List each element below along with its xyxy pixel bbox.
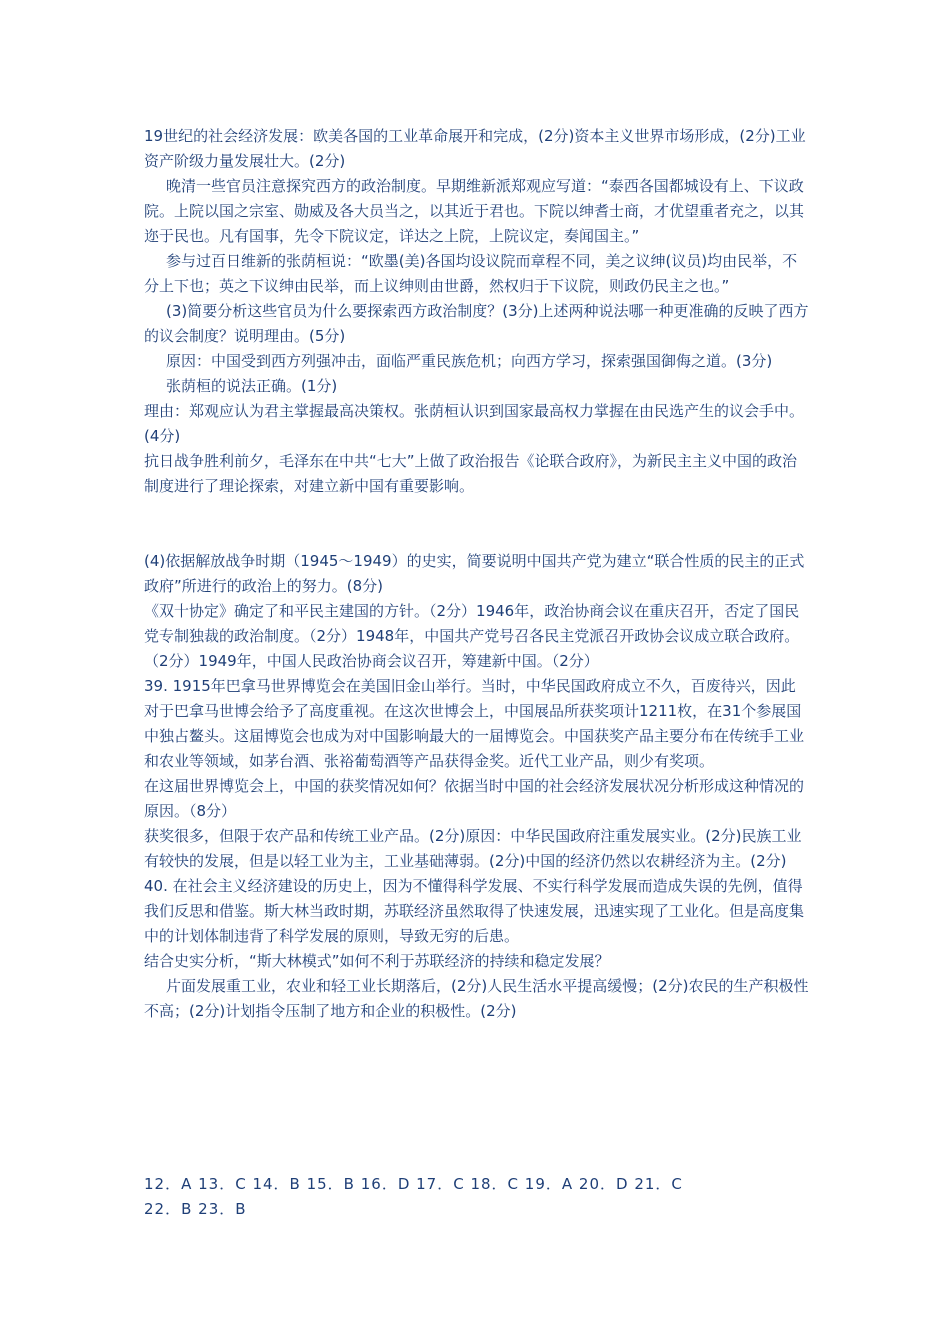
document-body — [144, 124, 809, 1024]
section-part-b — [144, 549, 809, 1024]
paragraph: 张荫桓的说法正确。(1分) — [166, 377, 338, 395]
paragraph: 在这届世界博览会上，中国的获奖情况如何？依据当时中国的社会经济发展状况分析形成这种情况的原因。（8分） — [144, 777, 805, 820]
paragraph: 参与过百日维新的张荫桓说：“欧墨(美)各国均设议院而章程不同，美之议绅(议员)均由民举，不分上下也；英之下议绅由民举，而上议绅则由世爵，然权归于下议院，则政仍民主之也。” — [144, 252, 798, 295]
section-part-a — [144, 124, 809, 499]
paragraph: 片面发展重工业，农业和轻工业长期落后，(2分)人民生活水平提高缓慢；(2分)农民的生产积极性不高；(2分)计划指令压制了地方和企业的积极性。(2分) — [144, 977, 809, 1020]
paragraph: 抗日战争胜利前夕，毛泽东在中共“七大”上做了政治报告《论联合政府》，为新民主主义中国的政治制度进行了理论探索，对建立新中国有重要影响。 — [144, 452, 798, 495]
answer-key — [144, 1172, 809, 1222]
paragraph: 获奖很多，但限于农产品和传统工业产品。(2分)原因：中华民国政府注重发展实业。(2分)民族工业有较快的发展，但是以轻工业为主，工业基础薄弱。(2分)中国的经济仍然以农耕经济为主。(2分) — [144, 827, 802, 870]
paragraph: 晚清一些官员注意探究西方的政治制度。早期维新派郑观应写道：“泰西各国都城设有上、下议政院。上院以国之宗室、勋威及各大员当之，以其近于君也。下院以绅耆士商，才优望重者充之，以其迩于民也。凡有国事，先令下院议定，详达之上院，上院议定，奏闻国主。” — [144, 177, 805, 245]
paragraph: 原因：中国受到西方列强冲击，面临严重民族危机；向西方学习，探索强国御侮之道。(3分) — [166, 352, 773, 370]
paragraph: 40. 在社会主义经济建设的历史上，因为不懂得科学发展、不实行科学发展而造成失误的先例，值得我们反思和借鉴。斯大林当政时期，苏联经济虽然取得了快速发展，迅速实现了工业化。但是高度集中的计划体制违背了科学发展的原则，导致无穷的后患。 — [144, 877, 805, 945]
paragraph: 结合史实分析，“斯大林模式”如何不利于苏联经济的持续和稳定发展？ — [144, 952, 610, 970]
paragraph: 理由：郑观应认为君主掌握最高决策权。张荫桓认识到国家最高权力掌握在由民选产生的议会手中。(4分) — [144, 402, 805, 445]
answer-key-line: 22．B 23．B — [144, 1200, 247, 1218]
paragraph: 39. 1915年巴拿马世界博览会在美国旧金山举行。当时，中华民国政府成立不久，百废待兴，因此对于巴拿马世博会给予了高度重视。在这次世博会上，中国展品所获奖项计1211枚，在31个参展国中独占鳌头。这届博览会也成为对中国影响最大的一届博览会。中国获奖产品主要分布在传统手工业和农业等领域，如茅台酒、张裕葡萄酒等产品获得金奖。近代工业产品，则少有奖项。 — [144, 677, 805, 770]
paragraph: (4)依据解放战争时期（1945～1949）的史实，简要说明中国共产党为建立“联合性质的民主的正式政府”所进行的政治上的努力。(8分) — [144, 552, 805, 595]
paragraph: 19世纪的社会经济发展：欧美各国的工业革命展开和完成，(2分)资本主义世界市场形成，(2分)工业资产阶级力量发展壮大。(2分) — [144, 127, 806, 170]
answer-key-line: 12．A 13．C 14．B 15．B 16．D 17．C 18．C 19．A 20．D 21．C — [144, 1175, 683, 1193]
paragraph: (3)简要分析这些官员为什么要探索西方政治制度？(3分)上述两种说法哪一种更准确的反映了西方的议会制度？说明理由。(5分) — [144, 302, 809, 345]
spacer — [144, 499, 809, 549]
paragraph: 《双十协定》确定了和平民主建国的方针。（2分）1946年，政治协商会议在重庆召开，否定了国民党专制独裁的政治制度。（2分）1948年，中国共产党号召各民主党派召开政协会议成立联合政府。（2分）1949年，中国人民政治协商会议召开，筹建新中国。（2分） — [144, 602, 800, 670]
